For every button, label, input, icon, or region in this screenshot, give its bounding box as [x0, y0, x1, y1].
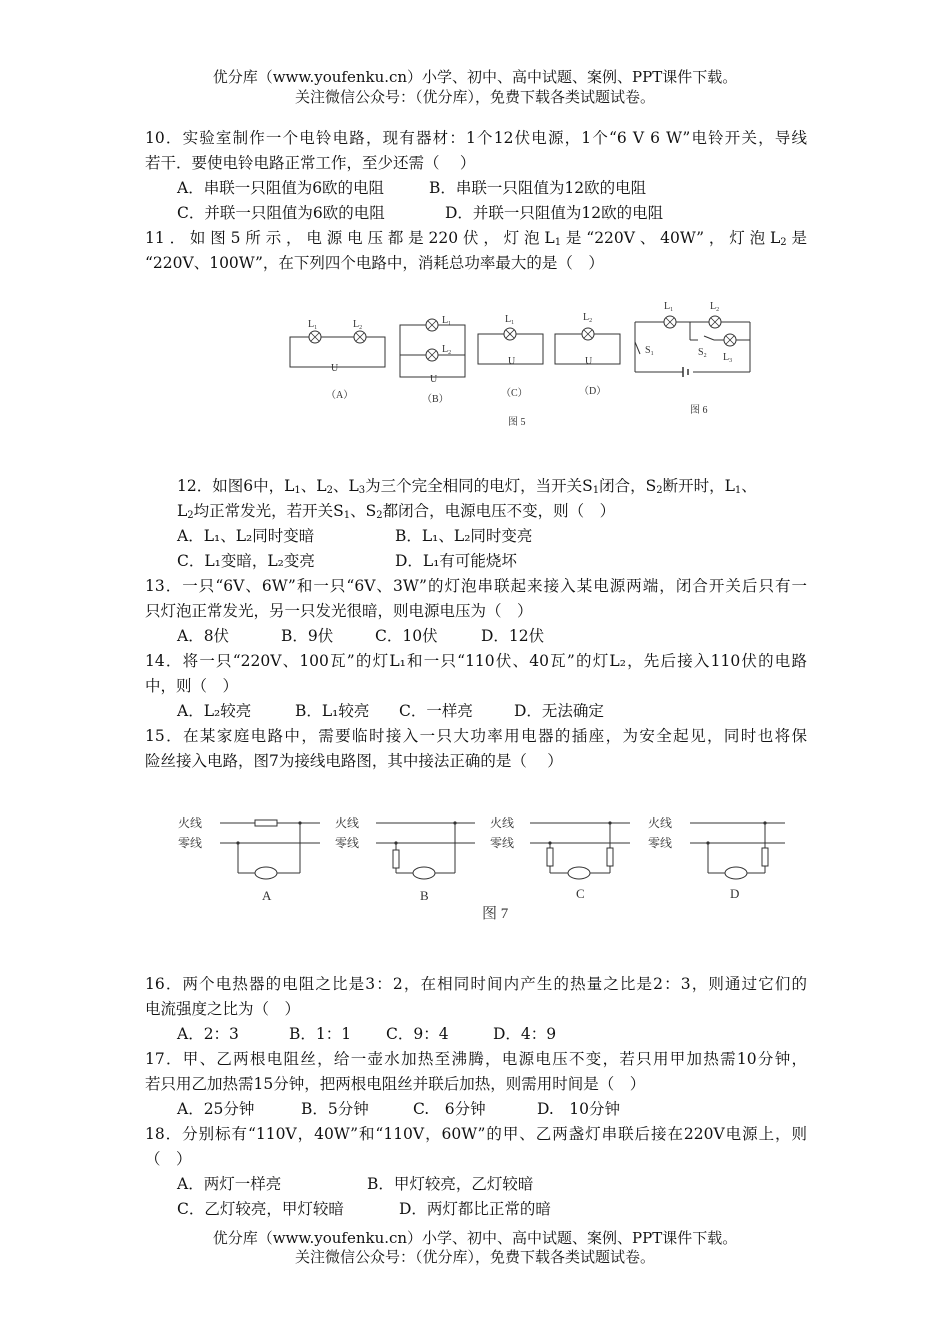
q18-option-d: D．两灯都比正常的暗 — [399, 1200, 551, 1218]
fig5-b-l2-label: $L_2$ — [442, 344, 452, 356]
fig5-a-l1-label: $L_1$ — [308, 319, 318, 331]
q12-option-b: B．L₁、L₂同时变亮 — [395, 527, 533, 545]
fig7-label-d: D — [730, 886, 740, 901]
q13-option-b: B．9伏 — [281, 627, 334, 645]
fig7-label-b: B — [420, 888, 429, 903]
q18-line-2: （ ） — [145, 1150, 192, 1168]
figure-7-wiring — [170, 808, 795, 926]
fig7-d-socket-icon — [725, 867, 747, 879]
q16-options — [177, 1024, 839, 1044]
fig6-l1-label: $L_1$ — [664, 301, 674, 313]
fig5-a-caption: （A） — [326, 390, 354, 401]
fig7-caption: 图 7 — [482, 906, 509, 922]
fig6-l3-label: $L_3$ — [723, 352, 733, 364]
q12-option-d: D．L₁有可能烧坏 — [395, 552, 517, 570]
q12-options-row-1 — [177, 526, 839, 546]
q16-line-2: 电流强度之比为（ ） — [145, 1000, 301, 1018]
q12-option-a: A．L₁、L₂同时变暗 — [177, 527, 315, 545]
fig5-d-l2-label: $L_2$ — [583, 312, 593, 324]
q17-option-c: C. 6分钟 — [413, 1100, 486, 1118]
q18-options-row-1 — [177, 1174, 839, 1194]
fig7-b-neutral-label: 零线 — [335, 836, 360, 850]
q17-option-b: B．5分钟 — [301, 1100, 369, 1118]
fig7-a-live-label: 火线 — [178, 816, 203, 830]
q17-line-2: 若只用乙加热需15分钟，把两根电阻丝并联后加热，则需用时间是（ ） — [145, 1075, 646, 1093]
fig5-b-l1-label: $L_1$ — [442, 315, 452, 327]
fig5-b-u-label: U — [430, 374, 438, 385]
q14-option-b: B．L₁较亮 — [295, 702, 370, 720]
fig7-a-neutral-label: 零线 — [178, 836, 203, 850]
q16-option-d: D．4：9 — [493, 1025, 557, 1043]
q16-option-a: A．2：3 — [177, 1025, 239, 1043]
q18-options-row-2 — [177, 1199, 839, 1219]
figure-5-6-circuits — [280, 292, 760, 437]
q16-line-1: 16．两个电热器的电阻之比是3：2，在相同时间内产生的热量之比是2：3，则通过它们的 — [145, 975, 807, 993]
q12-line-2: $L_2$均正常发光，若开关$S_1$、$S_2$都闭合，电源电压不变，则（ ） — [177, 502, 616, 521]
fig5-a-u-label: U — [331, 363, 339, 374]
q13-line-2: 只灯泡正常发光，另一只发光很暗，则电源电压为（ ） — [145, 602, 533, 620]
q10-options-row-2 — [177, 203, 839, 223]
q17-options — [177, 1099, 839, 1119]
q14-option-a: A．L₂较亮 — [177, 702, 252, 720]
q15-line-1: 15．在某家庭电路中，需要临时接入一只大功率用电器的插座，为安全起见，同时也将保 — [145, 727, 807, 745]
q18-option-c: C．乙灯较亮，甲灯较暗 — [177, 1200, 344, 1218]
fig6-switch-s2-icon — [704, 336, 714, 340]
q10-line-1: 10．实验室制作一个电铃电路，现有器材：1个12伏电源，1个“6 V 6 W”电铃开关，导线 — [145, 129, 807, 147]
q17-option-a: A．25分钟 — [177, 1100, 255, 1118]
fig5-d-u-label: U — [585, 356, 593, 367]
fig7-b-fuse-icon — [393, 850, 399, 868]
q13-option-c: C．10伏 — [375, 627, 438, 645]
fig7-c-neutral-label: 零线 — [490, 836, 515, 850]
q10-option-c: C．并联一只阻值为6欧的电阻 — [177, 204, 385, 222]
q13-options — [177, 626, 839, 646]
q10-line-2: 若干．要使电铃电路正常工作，至少还需（ ） — [145, 154, 476, 172]
q18-option-a: A．两灯一样亮 — [177, 1175, 282, 1193]
fig6-caption: 图 6 — [690, 405, 708, 416]
fig7-c-socket-icon — [568, 867, 590, 879]
fig7-c-fuse-1-icon — [547, 848, 553, 866]
q10-option-a: A．串联一只阻值为6欧的电阻 — [177, 179, 385, 197]
q13-option-a: A．8伏 — [177, 627, 230, 645]
fig6-s2-label: $S_2$ — [698, 347, 707, 359]
fig5-caption: 图 5 — [508, 417, 526, 428]
q14-line-1: 14．将一只“220V、100瓦”的灯L₁和一只“110伏、40瓦”的灯L₂，先后接入110伏的电路 — [145, 652, 807, 670]
q11-line-2: “220V、100W”，在下列四个电路中，消耗总功率最大的是（ ） — [145, 254, 604, 272]
q10-options-row-1 — [177, 178, 839, 198]
q17-option-d: D. 10分钟 — [537, 1100, 621, 1118]
fig5-b-caption: （B） — [422, 394, 449, 405]
q18-option-b: B．甲灯较亮，乙灯较暗 — [367, 1175, 534, 1193]
header-line-2: 关注微信公众号：（优分库），免费下载各类试题试卷。 — [294, 88, 655, 106]
fig5-d-caption: （D） — [579, 386, 607, 397]
q10-option-d: D．并联一只阻值为12欧的电阻 — [445, 204, 664, 222]
fig7-a-socket-icon — [255, 867, 277, 879]
footer-line-2: 关注微信公众号：（优分库），免费下载各类试题试卷。 — [294, 1248, 655, 1266]
header-line-1: 优分库（www.youfenku.cn）小学、初中、高中试题、案例、PPT课件下载。 — [212, 68, 738, 86]
q12-options-row-2 — [177, 551, 839, 571]
fig7-c-live-label: 火线 — [490, 816, 515, 830]
fig5-c-caption: （C） — [501, 388, 528, 399]
fig6-switch-s1-icon — [635, 342, 640, 354]
q15-line-2: 险丝接入电路，图7为接线电路图，其中接法正确的是（ ） — [145, 752, 563, 770]
fig7-label-c: C — [576, 886, 585, 901]
q12-option-c: C．L₁变暗，L₂变亮 — [177, 552, 315, 570]
fig6-l2-label: $L_2$ — [710, 301, 720, 313]
q13-option-d: D．12伏 — [481, 627, 545, 645]
fig7-b-live-label: 火线 — [335, 816, 360, 830]
q18-line-1: 18．分别标有“110V，40W”和“110V，60W”的甲、乙两盏灯串联后接在220V电源上，则 — [145, 1125, 807, 1143]
fig7-d-fuse-icon — [762, 848, 768, 866]
q14-option-c: C．一样亮 — [399, 702, 473, 720]
fig7-label-a: A — [262, 888, 272, 903]
fig5-c-u-label: U — [508, 356, 516, 367]
fig5-c-l1-label: $L_1$ — [505, 314, 515, 326]
q16-option-b: B．1：1 — [289, 1025, 352, 1043]
q12-line-1: 12．如图6中，$L_1$、$L_2$、$L_3$为三个完全相同的电灯，当开关$S_1$闭合，$S_2$断开时，$L_1$、 — [177, 477, 757, 496]
fig7-c-fuse-2-icon — [607, 848, 613, 866]
fig7-b-socket-icon — [413, 867, 435, 879]
q13-line-1: 13．一只“6V、6W”和一只“6V、3W”的灯泡串联起来接入某电源两端，闭合开关后只有一 — [145, 577, 807, 595]
fig7-d-neutral-label: 零线 — [648, 836, 673, 850]
q14-line-2: 中，则（ ） — [145, 677, 239, 695]
fig7-d-live-label: 火线 — [648, 816, 673, 830]
q16-option-c: C．9：4 — [386, 1025, 449, 1043]
fig6-s1-label: $S_1$ — [645, 345, 654, 357]
q11-line-1: 11．如图5所示，电源电压都是220伏，灯泡$L_1$是“220V、40W”，灯泡$L_2$是 — [145, 229, 807, 248]
fig5-a-l2-label: $L_2$ — [353, 319, 363, 331]
q14-option-d: D．无法确定 — [514, 702, 604, 720]
q14-options — [177, 701, 839, 721]
fig7-a-fuse-icon — [255, 820, 277, 826]
q10-option-b: B．串联一只阻值为12欧的电阻 — [429, 179, 647, 197]
q17-line-1: 17．甲、乙两根电阻丝，给一壶水加热至沸腾，电源电压不变，若只用甲加热需10分钟， — [145, 1050, 807, 1068]
footer-line-1: 优分库（www.youfenku.cn）小学、初中、高中试题、案例、PPT课件下载。 — [212, 1229, 738, 1247]
